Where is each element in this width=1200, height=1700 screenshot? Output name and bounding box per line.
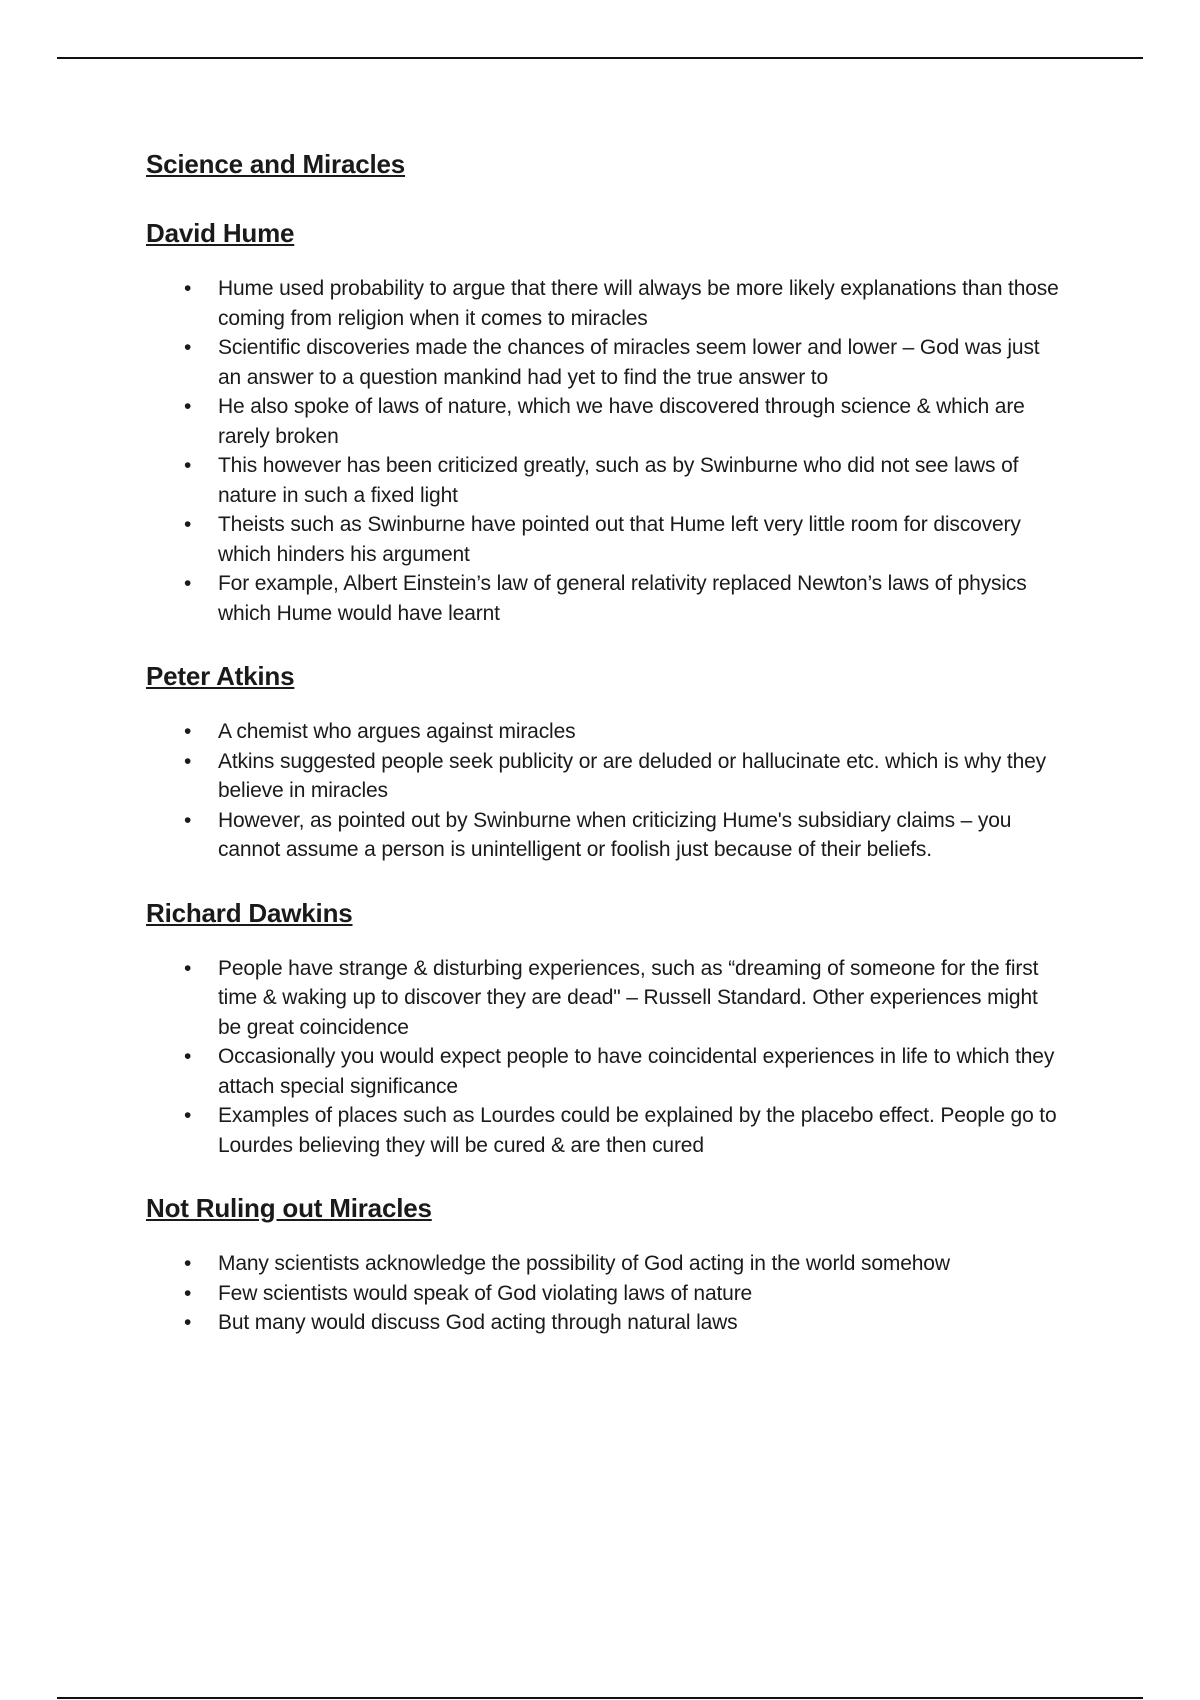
section-heading: Not Ruling out Miracles — [146, 1193, 432, 1223]
list-item: • For example, Albert Einstein’s law of general relativity replaced Newton’s laws of physics which Hume would have learnt — [146, 569, 1066, 628]
list-item: • Few scientists would speak of God violating laws of nature — [146, 1279, 1066, 1309]
bullet-icon: • — [184, 749, 192, 773]
bullet-icon: • — [184, 1104, 192, 1127]
section-not-ruling-out-miracles — [146, 1188, 1066, 1338]
document-body — [146, 144, 1066, 1366]
footer-rule — [57, 1697, 1143, 1699]
bullet-icon: • — [184, 336, 192, 359]
list-item: • People have strange & disturbing experiences, such as “dreaming of someone for the first time & waking up to discover they are dead" – Russell Standard. Other experiences might be great coincidence — [146, 954, 1066, 1043]
list-item: • Many scientists acknowledge the possibility of God acting in the world somehow — [146, 1249, 1066, 1279]
list-item: • Hume used probability to argue that there will always be more likely explanations than those coming from religion when it comes to miracles — [146, 274, 1066, 333]
document-title: Science and Miracles — [146, 149, 406, 179]
header-rule — [57, 57, 1143, 59]
section-peter-atkins — [146, 656, 1066, 865]
section-richard-dawkins — [146, 893, 1066, 1161]
bullet-icon: • — [184, 808, 192, 832]
bullet-list — [146, 274, 1066, 628]
bullet-list — [146, 954, 1066, 1161]
list-item: • This however has been criticized greatly, such as by Swinburne who did not see laws of nature in such a fixed light — [146, 451, 1066, 510]
list-item: • Occasionally you would expect people to have coincidental experiences in life to which they attach special significance — [146, 1042, 1066, 1101]
list-item: • Scientific discoveries made the chances of miracles seem lower and lower – God was just an answer to a question mankind had yet to find the true answer to — [146, 333, 1066, 392]
list-item: • However, as pointed out by Swinburne when criticizing Hume's subsidiary claims – you cannot assume a person is unintelligent or foolish just because of their beliefs. — [146, 806, 1066, 865]
bullet-icon: • — [184, 454, 192, 477]
bullet-list — [146, 1249, 1066, 1338]
bullet-icon: • — [184, 720, 192, 743]
bullet-icon: • — [184, 1281, 192, 1305]
bullet-icon: • — [184, 1311, 192, 1334]
bullet-icon: • — [184, 1045, 192, 1068]
section-david-hume — [146, 213, 1066, 628]
list-item: • A chemist who argues against miracles — [146, 717, 1066, 747]
bullet-list — [146, 717, 1066, 865]
bullet-icon: • — [184, 395, 192, 418]
section-heading: Richard Dawkins — [146, 897, 353, 928]
section-heading: Peter Atkins — [146, 661, 295, 691]
bullet-icon: • — [184, 572, 192, 595]
section-heading: David Hume — [146, 218, 295, 248]
bullet-icon: • — [184, 1252, 192, 1275]
list-item: • He also spoke of laws of nature, which we have discovered through science & which are rarely broken — [146, 392, 1066, 451]
bullet-icon: • — [184, 277, 192, 300]
list-item: • But many would discuss God acting through natural laws — [146, 1308, 1066, 1338]
list-item: • Atkins suggested people seek publicity or are deluded or hallucinate etc. which is why they believe in miracles — [146, 747, 1066, 806]
list-item: • Theists such as Swinburne have pointed out that Hume left very little room for discovery which hinders his argument — [146, 510, 1066, 569]
bullet-icon: • — [184, 956, 192, 980]
list-item: • Examples of places such as Lourdes could be explained by the placebo effect. People go to Lourdes believing they will be cured & are then cured — [146, 1101, 1066, 1160]
bullet-icon: • — [184, 513, 192, 536]
